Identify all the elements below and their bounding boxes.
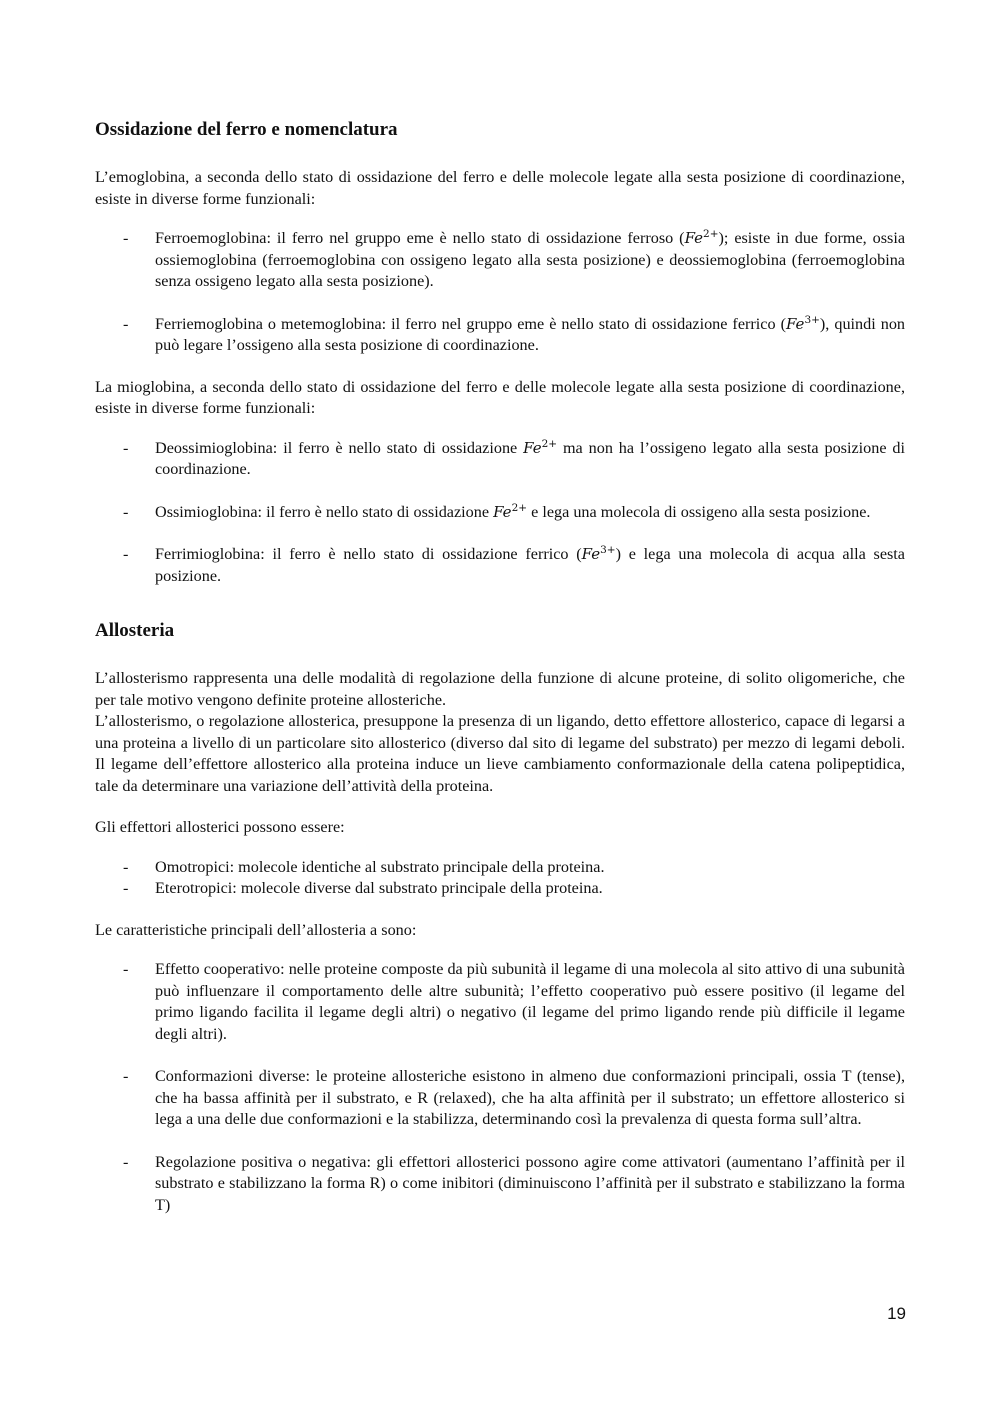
bullet-dash: - bbox=[123, 314, 129, 333]
list-item-effetto-cooperativo bbox=[95, 959, 905, 1045]
list-item-conformazioni-diverse bbox=[95, 1066, 905, 1131]
bullet-dash: - bbox=[123, 502, 129, 521]
iron-ion-formula bbox=[493, 503, 527, 521]
emoglobina-forms-list bbox=[95, 228, 905, 357]
effettori-list bbox=[95, 857, 905, 900]
item-text: Eterotropici: molecole diverse dal substrato principale della proteina. bbox=[155, 879, 603, 897]
section-heading-allosteria: Allosteria bbox=[95, 620, 175, 641]
item-text: Deossimioglobina: il ferro è nello stato di ossidazione bbox=[155, 438, 524, 457]
ion-charge: 2+ bbox=[511, 501, 528, 514]
bullet-dash: - bbox=[123, 879, 129, 897]
iron-ion-formula bbox=[523, 439, 557, 457]
item-text: Ferroemoglobina: il ferro nel gruppo eme è nello stato di ossidazione ferroso ( bbox=[155, 229, 685, 247]
paragraph-mioglobina-intro: La mioglobina, a seconda dello stato di ossidazione del ferro e delle molecole legate alla sesta posizione di coordinazione, esiste in diverse forme funzionali: bbox=[95, 377, 905, 417]
item-text: Ferriemoglobina o metemoglobina: il ferro nel gruppo eme è nello stato di ossidazione ferrico ( bbox=[155, 314, 786, 333]
item-text: Ossimioglobina: il ferro è nello stato di ossidazione bbox=[155, 502, 494, 521]
ion-symbol: Fe bbox=[493, 502, 512, 521]
iron-ion-formula bbox=[685, 229, 719, 247]
item-text: Effetto cooperativo: nelle proteine composte da più subunità il legame di una molecola al sito attivo di una subunità può influenzare il comportamento delle altre subunità; l’effetto cooperativo può essere positivo (il legame del primo ligando facilita il legame degli altri) o negativo (il legame del primo ligando rende più difficile il legame degli altri). bbox=[155, 960, 905, 1043]
list-item-ferriemoglobina bbox=[95, 314, 905, 357]
list-item-deossimioglobina bbox=[95, 438, 905, 481]
item-text: Regolazione positiva o negativa: gli effettori allosterici possono agire come attivatori (aumentano l’affinità per il substrato e stabilizzano la forma R) o come inibitori (diminuiscono l’affinità per il substrato e stabilizzano la forma T) bbox=[155, 1152, 905, 1214]
mioglobina-forms-list bbox=[95, 438, 905, 588]
paragraph-allosterismo-definition: L’allosterismo rappresenta una delle modalità di regolazione della funzione di alcune proteine, di solito oligomeriche, che per tale motivo vengono definite proteine allosteriche. bbox=[95, 669, 905, 709]
bullet-dash: - bbox=[123, 229, 129, 247]
item-text: ), quindi non può legare l’ossigeno alla sesta posizione di coordinazione. bbox=[155, 314, 906, 354]
ion-symbol: Fe bbox=[523, 438, 542, 457]
item-text: ma non ha l’ossigeno legato alla sesta posizione di coordinazione. bbox=[155, 438, 905, 478]
caratteristiche-list bbox=[95, 959, 905, 1216]
ion-charge: 3+ bbox=[804, 313, 820, 326]
ion-charge: 2+ bbox=[541, 437, 558, 450]
bullet-dash: - bbox=[123, 1067, 129, 1085]
item-text: Conformazioni diverse: le proteine allosteriche esistono in almeno due conformazioni principali, ossia T (tense), che ha bassa affinità per il substrato, e R (relaxed), che ha alta affinità per il substrato; un effettore allosterico si lega a una delle due conformazioni e la stabilizza, determinando così la prevalenza di questa forma sull’altra. bbox=[155, 1067, 905, 1128]
paragraph-emoglobina-intro: L’emoglobina, a seconda dello stato di ossidazione del ferro e delle molecole legate alla sesta posizione di coordinazione, esiste in diverse forme funzionali: bbox=[95, 168, 905, 208]
ion-charge: 2+ bbox=[703, 228, 719, 240]
list-item-ossimioglobina bbox=[95, 502, 905, 524]
iron-ion-formula bbox=[582, 545, 616, 563]
ion-symbol: Fe bbox=[581, 545, 601, 563]
iron-ion-formula bbox=[786, 315, 820, 333]
page-number: 19 bbox=[887, 1304, 906, 1323]
ion-symbol: Fe bbox=[684, 229, 704, 247]
item-text: Omotropici: molecole identiche al substrato principale della proteina. bbox=[155, 857, 605, 876]
paragraph-effettori-intro: Gli effettori allosterici possono essere: bbox=[95, 818, 345, 836]
item-text: Ferrimioglobina: il ferro è nello stato di ossidazione ferrico ( bbox=[155, 545, 582, 563]
bullet-dash: - bbox=[123, 438, 129, 457]
paragraph-allosterismo-regolazione: L’allosterismo, o regolazione allosterica, presuppone la presenza di un ligando, detto effettore allosterico, capace di legarsi a una proteina a livello di un particolare sito allosterico (diverso dal sito di legame del substrato) per mezzo di legami deboli. Il legame dell’effettore allosterico alla proteina induce un lieve cambiamento conformazionale della catena polipeptidica, tale da determinare una variazione dell’attività della proteina. bbox=[95, 712, 905, 795]
list-item-regolazione bbox=[95, 1152, 905, 1217]
list-item-ferroemoglobina bbox=[95, 228, 905, 293]
bullet-dash: - bbox=[123, 857, 129, 876]
bullet-dash: - bbox=[123, 960, 129, 978]
bullet-dash: - bbox=[123, 545, 129, 563]
paragraph-caratteristiche-intro: Le caratteristiche principali dell’allosteria a sono: bbox=[95, 920, 417, 939]
list-item-ferrimioglobina bbox=[95, 544, 905, 587]
item-text: e lega una molecola di ossigeno alla sesta posizione. bbox=[527, 502, 871, 521]
item-text: ) e lega una molecola di acqua alla sesta posizione. bbox=[155, 545, 905, 585]
item-text: ); esiste in due forme, ossia ossiemoglobina (ferroemoglobina con ossigeno legato alla sesta posizione) e deossiemoglobina (ferroemoglobina senza ossigeno legato alla sesta posizione). bbox=[155, 229, 906, 290]
list-item-eterotropici bbox=[95, 878, 905, 900]
bullet-dash: - bbox=[123, 1152, 129, 1171]
list-item-omotropici bbox=[95, 857, 905, 879]
ion-symbol: Fe bbox=[785, 314, 805, 333]
page-content bbox=[95, 118, 905, 1216]
ion-charge: 3+ bbox=[600, 544, 616, 556]
section-heading-ossidazione: Ossidazione del ferro e nomenclatura bbox=[95, 119, 398, 140]
